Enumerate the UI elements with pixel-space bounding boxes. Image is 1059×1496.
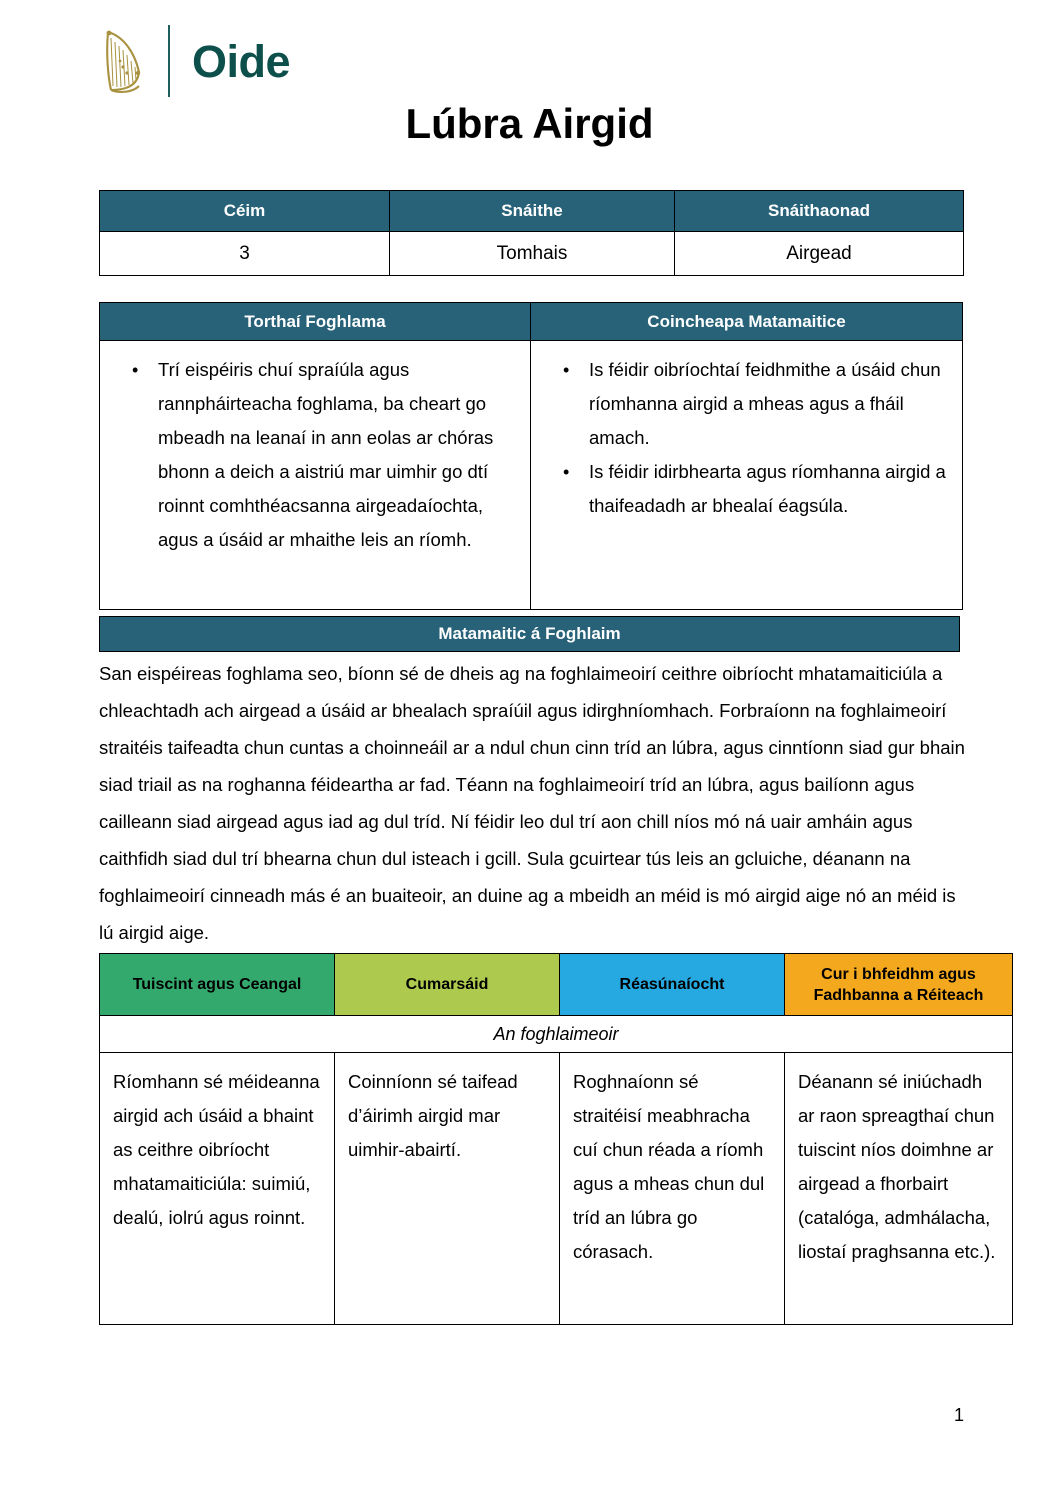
cell-cumarsaid: Coinníonn sé taifead d’áirimh airgid mar uimhir-abairtí. <box>335 1053 560 1325</box>
header-cur-i-bhfeidhm: Cur i bhfeidhm agus Fadhbanna a Réiteach <box>785 954 1013 1016</box>
header-snaithe: Snáithe <box>390 191 675 232</box>
table-subheader-row <box>100 1016 1013 1053</box>
learning-maths-banner: Matamaitic á Foghlaim <box>99 616 960 652</box>
outcomes-table <box>99 302 963 610</box>
learning-maths-paragraph: San eispéireas foghlama seo, bíonn sé de dheis ag na foghlaimeoirí ceithre oibríocht mhatamaiticiúla a chleachtadh ach airgead a úsáid ar bhealach spraíúil agus idirghníomhach. Forbraíonn na foghlaimeoirí straitéis taifeadta chun cuntas a choinneáil ar a ndul chun cinn tríd an lúbra, agus cinntíonn siad gur bhain siad triail as na roghanna féideartha ar fad. Téann na foghlaimeoirí tríd an lúbra, agus bailíonn agus cailleann siad airgead agus iad ag dul tríd. Ní féidir leo dul trí aon chill níos mó ná uair amháin agus caithfidh siad dul trí bhearna chun dul isteach i gcill. Sula gcuirtear tús leis an gcluiche, déanann na foghlaimeoirí cinneadh más é an buaiteoir, an duine ag a mbeidh an méid is mó airgid aige nó an méid is lú airgid aige. <box>99 663 965 943</box>
strand-table <box>99 190 964 276</box>
header-tuiscint-agus-ceangal: Tuiscint agus Ceangal <box>100 954 335 1016</box>
learning-outcomes-list <box>114 353 516 557</box>
cell-reasunaiocht: Roghnaíonn sé straitéisí meabhracha cuí chun réada a ríomh agus a mheas chun dul tríd an lúbra go córasach. <box>560 1053 785 1325</box>
cell-tuiscint-agus-ceangal: Ríomhann sé méideanna airgid ach úsáid a bhaint as ceithre oibríocht mhatamaiticiúla: suimiú, dealú, iolrú agus roinnt. <box>100 1053 335 1325</box>
oide-logo <box>98 22 290 100</box>
oide-wordmark: Oide <box>192 35 291 87</box>
value-ceim: 3 <box>100 232 390 276</box>
table-row <box>100 232 964 276</box>
header-coincheapa-matamaitice: Coincheapa Matamaitice <box>531 303 963 341</box>
cell-learning-outcomes <box>100 341 531 610</box>
list-item: • Is féidir oibríochtaí feidhmithe a úsáid chun ríomhanna airgid a mheas agus a fháil amach. <box>589 353 948 455</box>
page-title: Lúbra Airgid <box>405 100 654 147</box>
irish-harp-icon <box>98 24 150 98</box>
cell-maths-concepts <box>531 341 963 610</box>
header-snaithaonad: Snáithaonad <box>675 191 964 232</box>
page-number: 1 <box>953 1405 964 1425</box>
table-header-row <box>100 303 963 341</box>
list-item: • Trí eispéiris chuí spraíúla agus rannpháirteacha foghlama, ba cheart go mbeadh na leanaí in ann eolas ar chóras bhonn a deich a aistriú mar uimhir go dtí roinnt comhthéacsanna airgeadaíochta, agus a úsáid ar mhaithe leis an ríomh. <box>158 353 516 557</box>
table-row <box>100 341 963 610</box>
maths-concepts-list <box>545 353 948 523</box>
subheader-an-foghlaimeoir: An foghlaimeoir <box>100 1016 1013 1053</box>
value-snaithe: Tomhais <box>390 232 675 276</box>
header-ceim: Céim <box>100 191 390 232</box>
list-item: • Is féidir idirbhearta agus ríomhanna airgid a thaifeadadh ar bhealaí éagsúla. <box>589 455 948 523</box>
header-cumarsaid: Cumarsáid <box>335 954 560 1016</box>
table-header-row <box>100 191 964 232</box>
logo-divider <box>168 25 170 97</box>
header-reasunaiocht: Réasúnaíocht <box>560 954 785 1016</box>
table-row <box>100 1053 1013 1325</box>
skills-table <box>99 953 1013 1325</box>
cell-cur-i-bhfeidhm: Déanann sé iniúchadh ar raon spreagthaí chun tuiscint níos doimhne ar airgead a fhorbairt (catalóga, admhálacha, liostaí praghsanna etc.). <box>785 1053 1013 1325</box>
header-torthai-foghlama: Torthaí Foghlama <box>100 303 531 341</box>
value-snaithaonad: Airgead <box>675 232 964 276</box>
table-header-row <box>100 954 1013 1016</box>
